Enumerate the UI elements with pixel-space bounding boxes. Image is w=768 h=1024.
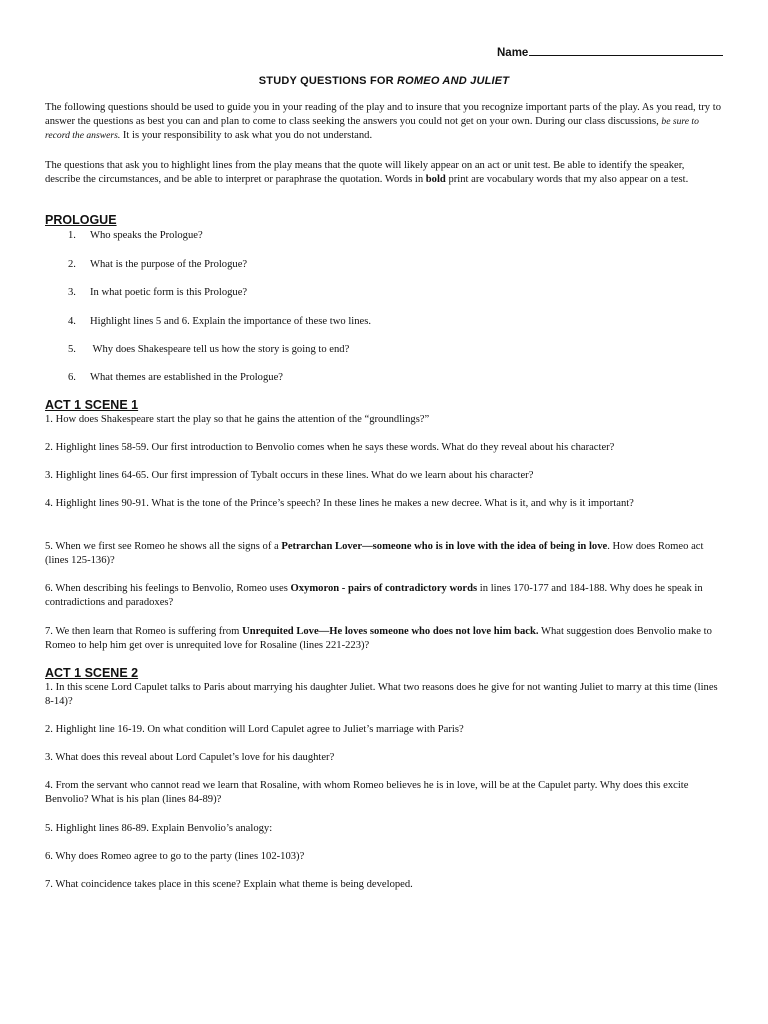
act1-scene2-question-5: 5. Highlight lines 86-89. Explain Benvolio’s analogy: <box>45 823 273 834</box>
question-text: What is the purpose of the Prologue? <box>90 259 248 270</box>
act1-scene2-question-1: 1. In this scene Lord Capulet talks to Paris about marrying his daughter Juliet. What two reasons does he give for not wanting Juliet to marry at this time (lines 8-14)? <box>45 682 718 708</box>
prologue-question <box>68 371 718 385</box>
q7-vocab-term: Unrequited Love—He loves someone who does not love him back. <box>242 626 539 637</box>
prologue-question <box>68 343 718 357</box>
prologue-heading: PROLOGUE <box>45 213 117 227</box>
question-number: 4. <box>68 316 76 327</box>
prologue-question <box>68 229 718 243</box>
intro-p2-bold: bold <box>425 174 446 186</box>
act1-scene2-question-6: 6. Why does Romeo agree to go to the party (lines 102-103)? <box>45 851 305 862</box>
question-text: Who speaks the Prologue? <box>90 230 203 241</box>
name-label: Name <box>497 47 529 59</box>
intro-p1-emphasis: be sure to record the answers. <box>45 116 699 142</box>
q5-text-b: . How does Romeo act (lines 125-136)? <box>45 541 704 567</box>
question-text: What themes are established in the Prologue? <box>90 372 283 383</box>
act1-scene1-question-7 <box>45 625 719 653</box>
intro-p1-a: The following questions should be used to guide you in your reading of the play and to insure that you recognize important parts of the play. As you read, try to answer the questions as best you can and plan to come to class seeking the answers you could not get on your own. During our class discussions, <box>45 102 721 128</box>
prologue-question <box>68 258 718 272</box>
question-number: 2. <box>68 259 76 270</box>
question-number: 3. <box>68 287 76 298</box>
prologue-question <box>68 315 718 329</box>
intro-paragraph-1 <box>45 101 721 144</box>
prologue-question <box>68 286 718 300</box>
act1-scene1-question-3: 3. Highlight lines 64-65. Our first impression of Tybalt occurs in these lines. What do we learn about his character? <box>45 470 534 481</box>
question-number: 5. <box>68 344 76 355</box>
act1-scene1-question-1: 1. How does Shakespeare start the play so that he gains the attention of the “groundlings?” <box>45 414 430 425</box>
q6-vocab-term: Oxymoron - pairs of contradictory words <box>290 583 478 594</box>
intro-p2-a: The questions that ask you to highlight lines from the play means that the quote will likely appear on an act or unit test. Be able to identify the speaker, describe the circumstances, and be able to interpret or paraphrase the quotation. Words in <box>45 160 685 186</box>
q6-text-b: in lines 170-177 and 184-188. Why does he speak in contradictions and paradoxes? <box>45 583 703 609</box>
title-play: ROMEO AND JULIET <box>397 75 510 87</box>
q5-text-a: 5. When we first see Romeo he shows all the signs of a <box>45 541 282 552</box>
q6-text-a: 6. When describing his feelings to Benvolio, Romeo uses <box>45 583 291 594</box>
act1-scene1-heading: ACT 1 SCENE 1 <box>45 398 139 412</box>
act1-scene2-question-2: 2. Highlight line 16-19. On what condition will Lord Capulet agree to Juliet’s marriage with Paris? <box>45 724 464 735</box>
act1-scene2-heading: ACT 1 SCENE 2 <box>45 666 139 680</box>
act1-scene2-question-3: 3. What does this reveal about Lord Capulet’s love for his daughter? <box>45 752 335 763</box>
intro-paragraph-2 <box>45 159 721 187</box>
document-title <box>0 74 768 88</box>
act1-scene1-question-2: 2. Highlight lines 58-59. Our first introduction to Benvolio comes when he says these words. What do they reveal about his character? <box>45 442 615 453</box>
question-text: Why does Shakespeare tell us how the story is going to end? <box>90 344 350 355</box>
name-field[interactable] <box>497 44 724 60</box>
question-number: 6. <box>68 372 76 383</box>
q5-vocab-term: Petrarchan Lover—someone who is in love with the idea of being in love <box>281 541 608 552</box>
intro-p1-b: It is your responsibility to ask what you do not understand. <box>120 130 373 142</box>
title-prefix: STUDY QUESTIONS FOR <box>258 75 398 87</box>
act1-scene1-question-4: 4. Highlight lines 90-91. What is the tone of the Prince’s speech? In these lines he makes a new decree. What is it, and why is it important? <box>45 498 634 509</box>
q7-text-b: What suggestion does Benvolio make to Romeo to help him get over is unrequited love for Rosaline (lines 221-223)? <box>45 626 712 652</box>
act1-scene1-question-5 <box>45 540 719 568</box>
intro-p2-b: print are vocabulary words that my also appear on a test. <box>445 174 689 186</box>
question-number: 1. <box>68 230 76 241</box>
act1-scene2-question-4: 4. From the servant who cannot read we learn that Rosaline, with whom Romeo believes he is in love, will be at the Capulet party. Why does this excite Benvolio? What is his plan (lines 84-89)? <box>45 780 689 806</box>
question-text: Highlight lines 5 and 6. Explain the importance of these two lines. <box>90 316 371 327</box>
name-blank-line[interactable] <box>529 44 723 56</box>
q7-text-a: 7. We then learn that Romeo is suffering from <box>45 626 243 637</box>
act1-scene1-question-6 <box>45 582 719 610</box>
question-text: In what poetic form is this Prologue? <box>90 287 248 298</box>
act1-scene2-question-7: 7. What coincidence takes place in this scene? Explain what theme is being developed. <box>45 879 413 890</box>
